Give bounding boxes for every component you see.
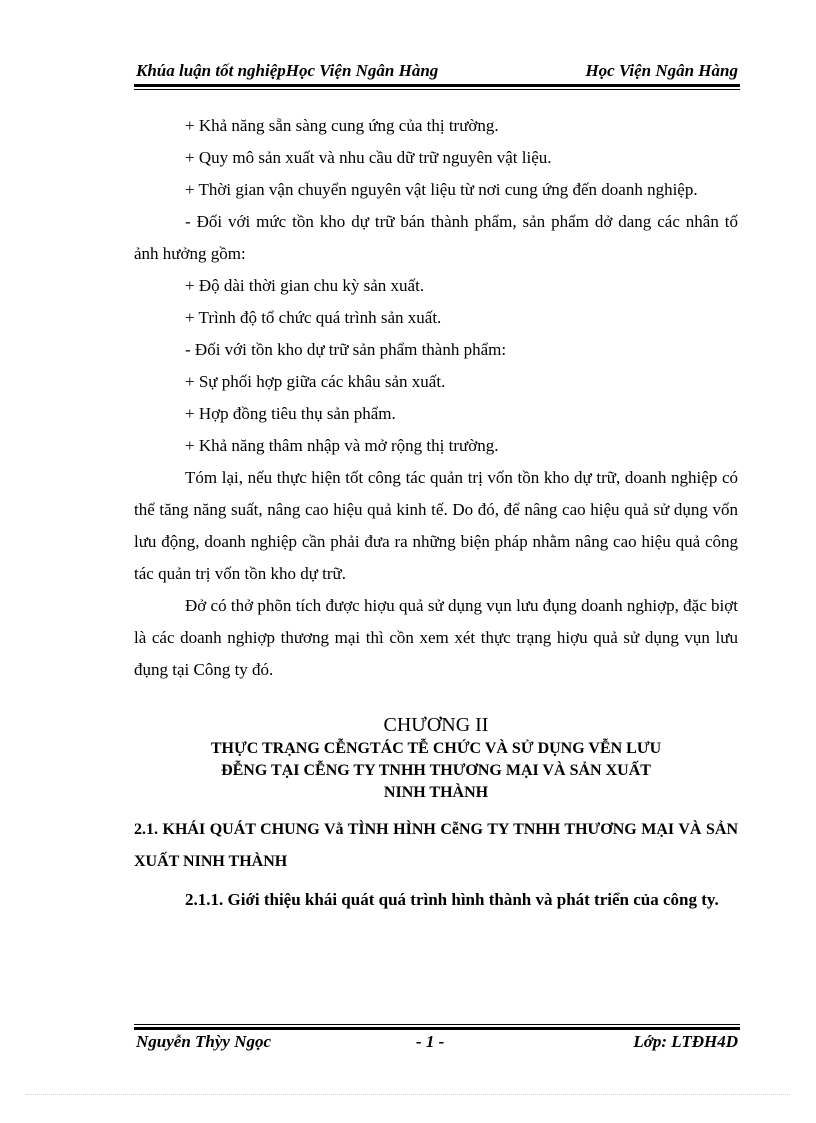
header-rule-thin xyxy=(134,89,740,90)
paragraph: Đở có thở phõn tích được hiợu quả sử dụng vụn lưu đụng doanh nghiợp, đặc biợt là các doanh nghiợp thương mại thì cồn xem xét thực trạng hiợu quả sử dụng vụn lưu đụng tại Công ty đó. xyxy=(134,596,738,679)
spacer xyxy=(134,686,738,712)
document-body xyxy=(134,110,738,916)
paragraph: - Đối với mức tồn kho dự trữ bán thành phẩm, sản phẩm dở dang các nhân tố ảnh hưởng gồm: xyxy=(134,212,738,263)
paragraph: + Quy mô sản xuất và nhu cầu dữ trữ nguyên vật liệu. xyxy=(185,148,552,167)
chapter-title-line: ĐỄNG TẠI CỄNG TY TNHH THƯƠNG MẠI VÀ SẢN XUẤT xyxy=(221,762,651,779)
section-heading: 2.1. KHÁI QUÁT CHUNG Vằ TÌNH HÌNH CễNG TY TNHH THƯƠNG MẠI VÀ SẢN XUẤT NINH THÀNH xyxy=(134,821,738,870)
footer-page-number: - 1 - xyxy=(416,1032,445,1051)
spacer xyxy=(134,804,738,814)
paragraph: + Khả năng thâm nhập và mở rộng thị trường. xyxy=(185,436,499,455)
header-rule-thick xyxy=(134,84,740,87)
chapter-title-line: THỰC TRẠNG CỄNGTÁC TỄ CHỨC VÀ SỬ DỤNG VỄN LƯU xyxy=(210,740,662,757)
page-header xyxy=(134,58,738,84)
footer-rule-thin xyxy=(134,1024,740,1025)
footer-class: Lớp: LTĐH4D xyxy=(633,1032,738,1051)
paragraph: + Sự phối hợp giữa các khâu sản xuất. xyxy=(185,372,446,391)
subsection-heading: 2.1.1. Giới thiệu khái quát quá trình hình thành và phát triển của công ty. xyxy=(185,890,719,909)
chapter-title-line: NINH THÀNH xyxy=(383,784,489,801)
paragraph: + Thời gian vận chuyển nguyên vật liệu từ nơi cung ứng đến doanh nghiệp. xyxy=(185,180,698,199)
paragraph: + Độ dài thời gian chu kỳ sản xuất. xyxy=(185,276,425,295)
paragraph: + Trình độ tổ chức quá trình sản xuất. xyxy=(185,308,442,327)
paragraph: - Đối với tồn kho dự trữ sản phẩm thành phẩm: xyxy=(185,340,507,359)
paragraph: + Hợp đồng tiêu thụ sản phẩm. xyxy=(185,404,396,423)
page-bottom-dotted-line xyxy=(26,1094,790,1095)
header-right-text: Học Viện Ngân Hàng xyxy=(585,61,738,80)
chapter-number: CHƯƠNG II xyxy=(383,714,489,736)
paragraph: Tóm lại, nếu thực hiện tốt công tác quản trị vốn tồn kho dự trữ, doanh nghiệp có thể tăng năng suất, nâng cao hiệu quả kinh tế. Do đó, để nâng cao hiệu quả sử dụng vốn lưu động, doanh nghiệp cần phải đưa ra những biện pháp nhằm nâng cao hiệu quả công tác quản trị vốn tồn kho dự trữ. xyxy=(134,468,738,583)
paragraph: + Khả năng sẵn sàng cung ứng của thị trường. xyxy=(185,116,499,135)
page-footer xyxy=(134,1030,738,1056)
footer-author: Nguyễn Thỳy Ngọc xyxy=(136,1032,272,1051)
header-left-text: Khúa luận tốt nghiệpHọc Viện Ngân Hàng xyxy=(136,61,439,80)
